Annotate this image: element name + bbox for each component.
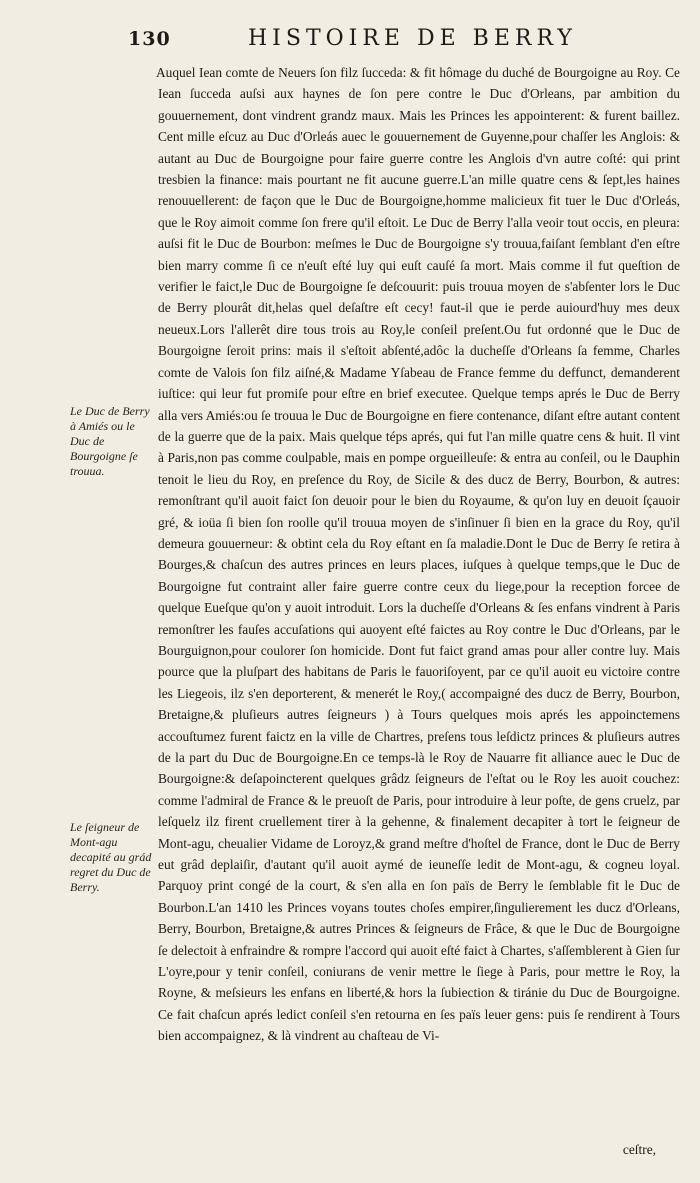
catchword: ceſtre, xyxy=(622,1142,656,1157)
body-text: Auquel Iean comte de Neuers ſon filz ſucceda: & fit hômage du duché de Bourgoigne au Roy. Ce Iean ſucceda auſsi aux haynes de ſon pere contre le Duc d'Orleans, par ambition du gouuernement, dont vindrent grandz maux. Mais les Princes les appointerent: & furent baillez. Cent mille eſcuz au Duc d'Orleás auec le gouuernement de Guyenne,pour chaſſer les Anglois: & autant au Duc de Bourgoigne pour faire guerre contre les Anglois d'vn autre coſté: qui print tresbien la finance: mais pourtant ne fit aucune guerre.L'an mille quatre cens & ſept,les haines renouuellerent: de façon que le Duc de Bourgoigne,homme malicieux fit tuer le Duc d'Orleás, que le Roy aimoit comme ſon frere qu'il eſtoit. Le Duc de Berry l'alla veoir tout occis, en pleura: auſsi fit le Duc de Bourbon: meſmes le Duc de Bourgoigne s'y trouua,faiſant ſemblant d'en eſtre bien marry comme ſi ce n'euſt eſté luy qui euſt cauſé ſa mort. Mais comme il fut queſtion de verifier le faict,le Duc de Bourgoigne ſe deſcouurit: puis trouua moyen de s'abſenter lors le Duc de Berry plourât dit,helas quel deſaſtre eſt cecy! faut-il que ie perde auiourd'huy mes deux neueux.Lors l'allerêt dire tous trois au Roy,le conſeil preſent.Ou fut ordonné que le Duc de Bourgoigne ſeroit prins: mais il s'eſtoit abſenté,adôc la ducheſſe d'Orleans ſa femme, Charles comte de Valois ſon filz aiſné,& Madame Yſabeau de France femme du deffunct, demanderent iuſtice: qui leur fut promiſe pour eſtre en brief executee. Quelque temps aprés le Duc de Berry alla vers Amiés:ou ſe trouua le Duc de Bourgoigne en fiere contenance, diſant eſtre autant content de la guerre que de la paix. Mais quelque téps aprés, qui fut l'an mille quatre cens & huit. Il vint à Paris,non pas comme coulpable, mais en pompe orgueilleuſe: & entra au conſeil, ou le Dauphin tenoit le lieu du Roy, en preſence du Roy, de Sicile & des ducz de Berry, Bourbon, & autres: remonſtrant qu'il auoit faict ſon deuoir pour le bien du Royaume, & qu'on luy en deuoit ſçauoir gré, & ioüa ſi bien ſon roolle qu'il trouua moyen de s'inſinuer ſi bien en la grace du Roy, qu'il demeura gouuerneur: & obtint cela du Roy eſtant en ſa maladie.Dont le Duc de Berry ſe retira à Bourges,& chaſcun des autres princes en leurs places, iuſques à quelque temps,que le Duc de Bourgoigne fut contraint aller faire guerre contre ceux du liege,pour la reception forcee de quelque Eueſque qu'on y auoit introduit. Lors la ducheſſe d'Orleans & ſes enfans vindrent à Paris remonſtrer les fauſes accuſations qui auoyent eſté faictes au Roy contre le Duc d'Orleans, par le Bourguignon,pour coulorer ſon homicide. Dont fut faict grand amas pour aller contre luy. Mais pource que la pluſpart des habitans de Paris le fauoriſoyent, par ce qu'il auoit eu victoire contre les Liegeois, ilz s'en deporterent, & menerét le Roy,( accompaigné des ducz de Berry, Bourbon, Bretaigne,& pluſieurs autres ſeigneurs ) à Tours quelques mois aprés les appoinctemens accouſtumez furent faictz en la ville de Chartres, preſens tous leſdictz princes & pluſieurs autres de la part du Duc de Bourgoigne.En ce temps-là le Roy de Nauarre fit alliance auec le Duc de Bourgoigne:& deſapoincterent quelques grâdz ſeigneurs de l'eſtat ou le Roy les auoit couchez: comme l'admiral de France & le preuoſt de Paris, pour introduire à leur poſte, de gens cruelz, par leſquelz ilz firent cruellement tirer à la gehenne, & finalement decapiter à tort le ſeigneur de Mont-agu, cheualier Vidame de Loroyz,& grand meſtre d'hoſtel de France, dont le Duc de Berry eut grâd deplaiſir, d'autant qu'il auoit aymé de ieuneſſe ledit de Mont-agu, & cogneu loyal. Parquoy print congé de la court, & s'en alla en ſon païs de Berry le ſemblable fit le Duc de Bourbon.L'an 1410 les Princes voyans toutes choſes empirer,ſingulierement les ducz d'Orleans, Berry, Bourbon, Bretaigne,& autres Princes & ſeigneurs de Frâce, & que le Duc de Bourgoigne ſe delectoit à enfraindre & rompre l'accord qui auoit eſté faict à Chartes, s'aſſemblerent à Gien ſur L'oyre,pour y tenir conſeil, coniurans de venir mettre le ſiege à Paris, pour mettre le Roy, la Royne, & meſsieurs les enfans en liberté,& hors la ſubiection & tiránie du Duc de Bourgoigne. Ce fait chaſcun aprés ledict conſeil s'en retourna en ſes païs leuer gens: puis ſe rendirent à Tours bien accompaignez, & là vindrent au chaſteau de Vi- xyxy=(156,65,680,1044)
margin-note: Le Duc de Berry à Amiés ou le Duc de Bourgoigne ſe trouua. xyxy=(70,404,150,478)
page-header xyxy=(118,26,678,60)
margin-note: Le ſeigneur de Mont-agu decapité au grád regret du Duc de Berry. xyxy=(70,820,152,894)
page-number: 130 xyxy=(128,28,171,50)
running-title: HISTOIRE DE BERRY xyxy=(248,26,577,51)
